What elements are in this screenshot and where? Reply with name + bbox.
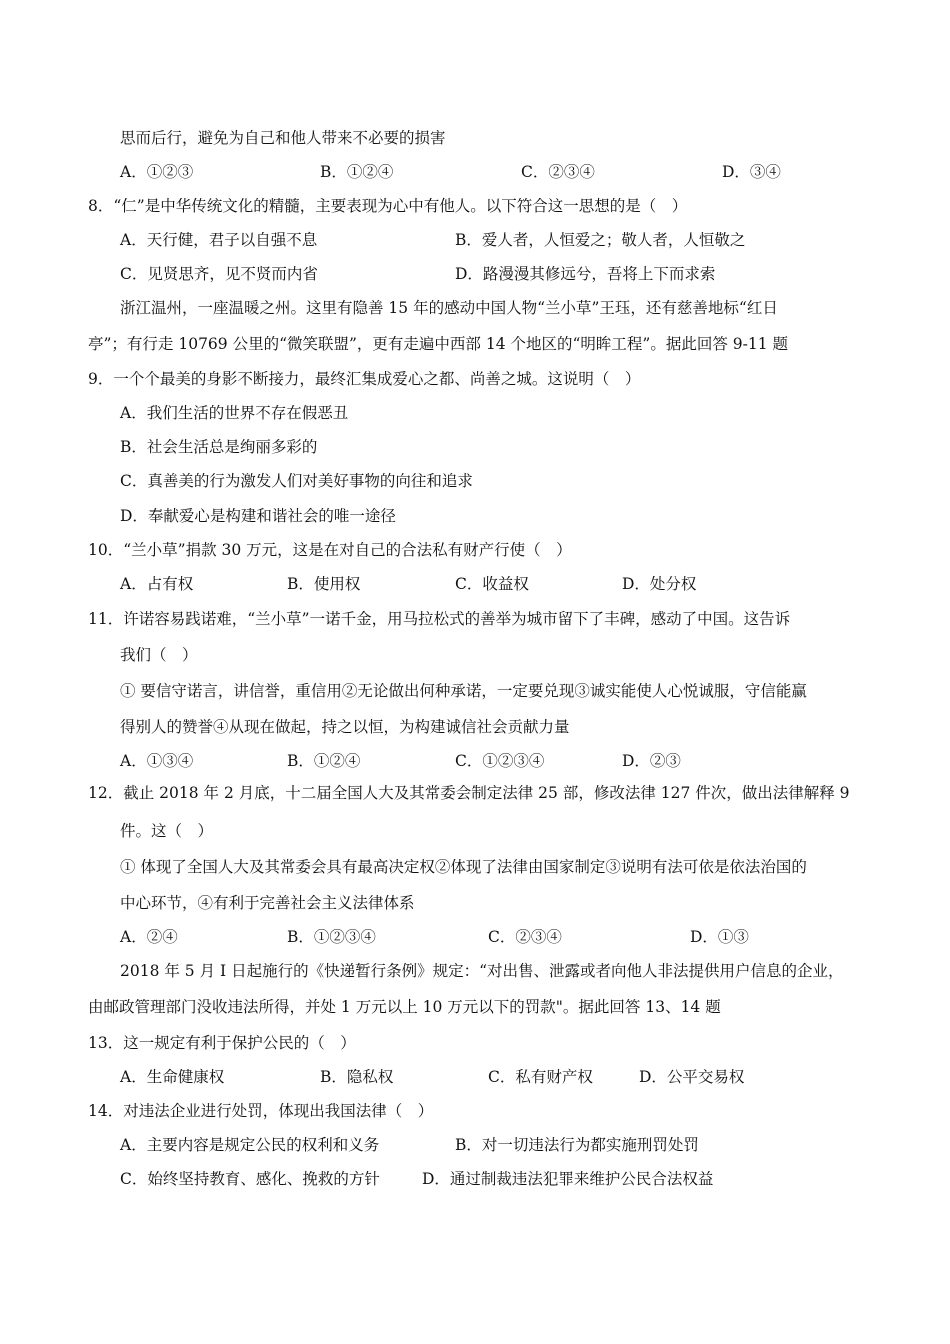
q12-items-line1: ① 体现了全国人大及其常委会具有最高决定权②体现了法律由国家制定③说明有法可依是依法治国的	[120, 858, 807, 876]
q13-option-a[interactable]: A．生命健康权	[120, 1068, 225, 1086]
q11-option-d[interactable]: D．②③	[622, 752, 681, 770]
q14-option-a[interactable]: A．主要内容是规定公民的权利和义务	[120, 1136, 380, 1154]
q14-option-b[interactable]: B．对一切违法行为都实施刑罚处罚	[455, 1136, 699, 1154]
q12-stem-line2: 件。这（ ）	[120, 822, 214, 840]
q10-option-a[interactable]: A．占有权	[120, 575, 194, 593]
q13-stem: 13．这一规定有利于保护公民的（ ）	[88, 1034, 356, 1052]
q7-option-a[interactable]: A．①②③	[120, 163, 194, 181]
q11-option-c[interactable]: C．①②③④	[455, 752, 545, 770]
q9-option-b[interactable]: B．社会生活总是绚丽多彩的	[120, 438, 318, 456]
q12-option-c[interactable]: C．②③④	[488, 928, 562, 946]
q13-option-c[interactable]: C．私有财产权	[488, 1068, 593, 1086]
q14-option-c[interactable]: C．始终坚持教育、感化、挽救的方针	[120, 1170, 380, 1188]
q8-option-d[interactable]: D．路漫漫其修远兮，吾将上下而求索	[455, 265, 716, 283]
q7-option-b[interactable]: B．①②④	[320, 163, 394, 181]
q13-option-d[interactable]: D．公平交易权	[639, 1068, 745, 1086]
q7-stem-tail: 思而后行，避免为自己和他人带来不必要的损害	[120, 129, 446, 147]
q10-stem: 10．“兰小草”捐款 30 万元，这是在对自己的合法私有财产行使（ ）	[88, 541, 572, 559]
q12-option-b[interactable]: B．①②③④	[287, 928, 376, 946]
material-13-14-line2: 由邮政管理部门没收违法所得，并处 1 万元以上 10 万元以下的罚款"。据此回答 13、14 题	[88, 998, 721, 1016]
q11-items-line2: 得别人的赞誉④从现在做起，持之以恒，为构建诚信社会贡献力量	[120, 718, 570, 736]
q14-stem: 14．对违法企业进行处罚，体现出我国法律（ ）	[88, 1102, 434, 1120]
q9-option-c[interactable]: C．真善美的行为激发人们对美好事物的向往和追求	[120, 472, 473, 490]
material-13-14-line1: 2018 年 5 月 I 日起施行的《快递暂行条例》规定：“对出售、泄露或者向他人非法提供用户信息的企业，	[120, 962, 844, 980]
q11-stem-line1: 11．许诺容易践诺难，“兰小草”一诺千金，用马拉松式的善举为城市留下了丰碑，感动了中国。这告诉	[88, 610, 791, 628]
q11-stem-line2: 我们（ ）	[120, 646, 198, 664]
q10-option-b[interactable]: B．使用权	[287, 575, 361, 593]
material-9-11-line2: 亭”；有行走 10769 公里的“微笑联盟”，更有走遍中西部 14 个地区的“明眸工程”。据此回答 9-11 题	[88, 335, 789, 353]
q7-option-c[interactable]: C．②③④	[521, 163, 595, 181]
q13-option-b[interactable]: B．隐私权	[320, 1068, 394, 1086]
q12-items-line2: 中心环节，④有利于完善社会主义法律体系	[120, 894, 415, 912]
q10-option-d[interactable]: D．处分权	[622, 575, 697, 593]
q9-option-d[interactable]: D．奉献爱心是构建和谐社会的唯一途径	[120, 507, 396, 525]
q7-option-d[interactable]: D．③④	[722, 163, 781, 181]
q11-option-b[interactable]: B．①②④	[287, 752, 361, 770]
q11-items-line1: ① 要信守诺言，讲信誉，重信用②无论做出何种承诺，一定要兑现③诚实能使人心悦诚服，守信能赢	[120, 682, 807, 700]
q11-option-a[interactable]: A．①③④	[120, 752, 194, 770]
q14-option-d[interactable]: D．通过制裁违法犯罪来维护公民合法权益	[422, 1170, 714, 1188]
q8-option-b[interactable]: B．爱人者，人恒爱之；敬人者，人恒敬之	[455, 231, 746, 249]
q12-stem-line1: 12．截止 2018 年 2 月底，十二届全国人大及其常委会制定法律 25 部，修改法律 127 件次，做出法律解释 9	[88, 784, 850, 802]
q8-option-c[interactable]: C．见贤思齐，见不贤而内省	[120, 265, 318, 283]
q9-stem: 9．一个个最美的身影不断接力，最终汇集成爱心之都、尚善之城。这说明（ ）	[88, 370, 641, 388]
q10-option-c[interactable]: C．收益权	[455, 575, 529, 593]
q8-stem: 8．“仁”是中华传统文化的精髓，主要表现为心中有他人。以下符合这一思想的是（ ）	[88, 197, 688, 215]
q8-option-a[interactable]: A．天行健，君子以自强不息	[120, 231, 318, 249]
q12-option-d[interactable]: D．①③	[690, 928, 749, 946]
q12-option-a[interactable]: A．②④	[120, 928, 178, 946]
q9-option-a[interactable]: A．我们生活的世界不存在假恶丑	[120, 404, 349, 422]
material-9-11-line1: 浙江温州，一座温暖之州。这里有隐善 15 年的感动中国人物“兰小草”王珏，还有慈善地标“红日	[120, 299, 778, 317]
